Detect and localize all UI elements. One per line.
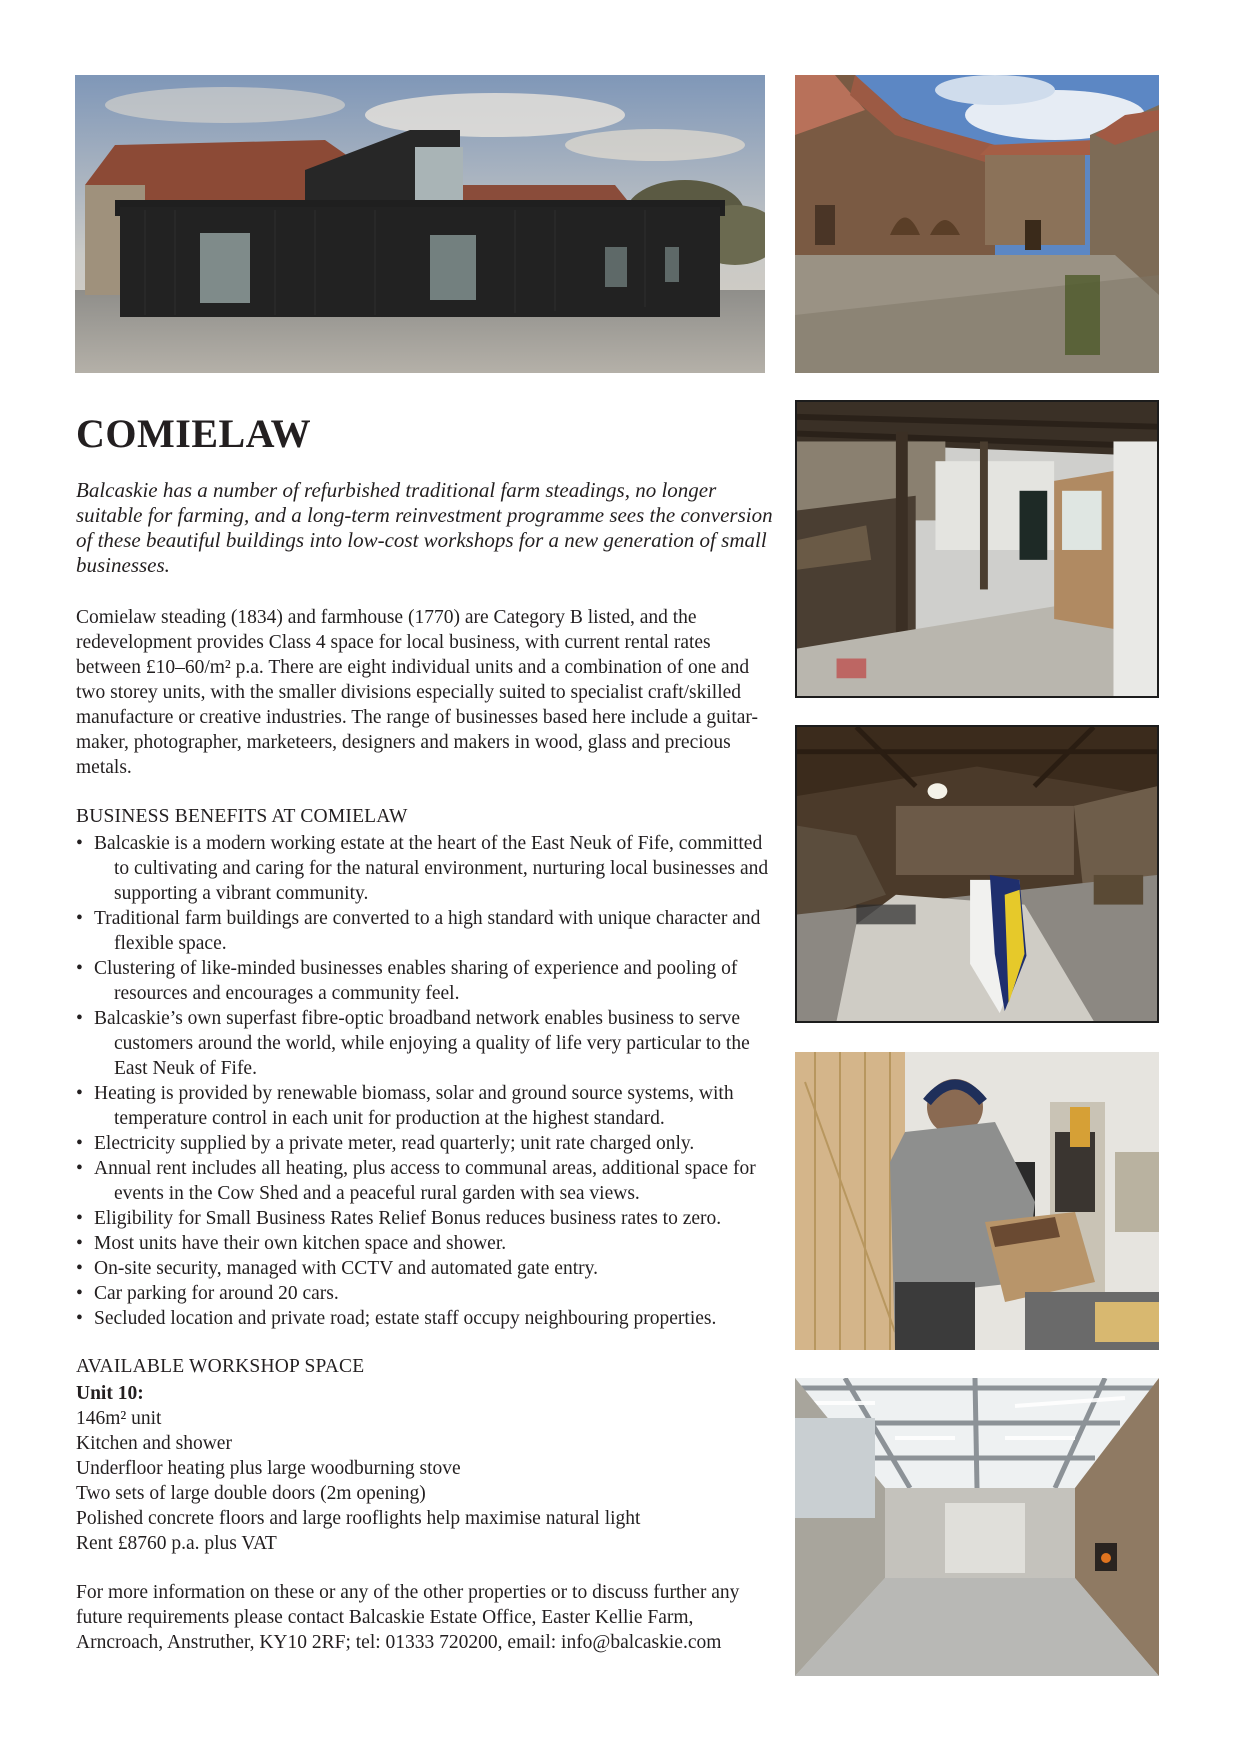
benefit-text: Balcaskie is a modern working estate at the heart of the East Neuk of Fife, committed to cultivating and caring for the natural environment, nurturing local businesses and supporting a vibrant community. (94, 833, 769, 904)
intro-paragraph: Balcaskie has a number of refurbished traditional farm steadings, no longer suitable for farming, and a long-term reinvestment programme sees the conversion of these beautiful buildings into low-cost workshops for a new generation of small businesses. (76, 478, 773, 577)
bullet-icon: • (76, 1258, 83, 1279)
contact-paragraph: For more information on these or any of the other properties or to discuss further any future requirements please contact Balcaskie Estate Office, Easter Kellie Farm, Arncroach, Anstruther, KY10 2RF; tel: 01333 720200, email: info@balcaskie.com (76, 1582, 740, 1653)
list-item (76, 831, 776, 906)
bullet-icon: • (76, 1133, 83, 1154)
interior-doorway-photo (795, 400, 1159, 698)
bullet-icon: • (76, 1208, 83, 1229)
bandsaw-craftsman-photo (795, 1052, 1159, 1350)
benefit-text: Secluded location and private road; estate staff occupy neighbouring properties. (94, 1308, 717, 1329)
list-item (76, 1256, 776, 1281)
list-item (76, 1231, 776, 1256)
list-item (76, 1206, 776, 1231)
benefit-text: Annual rent includes all heating, plus access to communal areas, additional space for events in the Cow Shed and a peaceful rural garden with sea views. (94, 1158, 756, 1204)
empty-unit-photo (795, 1378, 1159, 1676)
unit-title: Unit 10: (76, 1383, 144, 1404)
unit-detail-line: Kitchen and shower (76, 1433, 232, 1454)
benefit-text: Traditional farm buildings are converted to a high standard with unique character and flexible space. (94, 908, 761, 954)
description-paragraph: Comielaw steading (1834) and farmhouse (1770) are Category B listed, and the redevelopment provides Class 4 space for local business, with current rental rates between £10–60/m² p.a. There are eight individual units and a combination of one and two storey units, with the smaller divisions especially suited to specialist craft/skilled manufacture or creative industries. The range of businesses based here include a guitar-maker, photographer, marketeers, designers and makers in wood, glass and precious metals. (76, 607, 759, 778)
benefit-text: Most units have their own kitchen space and shower. (94, 1233, 507, 1254)
bullet-icon: • (76, 1283, 83, 1304)
bullet-icon: • (76, 1233, 83, 1254)
boat-workshop-photo (795, 725, 1159, 1023)
hero-building-photo (75, 75, 765, 373)
bullet-icon: • (76, 1008, 83, 1029)
courtyard-photo (795, 75, 1159, 373)
list-item (76, 1081, 776, 1131)
page-title: COMIELAW (76, 411, 312, 456)
benefit-text: Electricity supplied by a private meter, read quarterly; unit rate charged only. (94, 1133, 695, 1154)
unit-detail-line: 146m² unit (76, 1408, 162, 1429)
list-item (76, 956, 776, 1006)
list-item (76, 1006, 776, 1081)
unit-detail-line: Rent £8760 p.a. plus VAT (76, 1533, 277, 1554)
unit-detail-line: Two sets of large double doors (2m opening) (76, 1483, 426, 1504)
benefit-text: Car parking for around 20 cars. (94, 1283, 339, 1304)
unit-detail-line: Underfloor heating plus large woodburning stove (76, 1458, 461, 1479)
benefits-list (76, 831, 776, 1331)
bullet-icon: • (76, 908, 83, 929)
list-item (76, 1131, 776, 1156)
list-item (76, 906, 776, 956)
workshop-space-heading: AVAILABLE WORKSHOP SPACE (76, 1356, 365, 1377)
bullet-icon: • (76, 1308, 83, 1329)
benefits-heading: BUSINESS BENEFITS AT COMIELAW (76, 806, 408, 827)
bullet-icon: • (76, 958, 83, 979)
benefit-text: Heating is provided by renewable biomass, solar and ground source systems, with temperature control in each unit for production at the highest standard. (94, 1083, 734, 1129)
benefit-text: Balcaskie’s own superfast fibre-optic broadband network enables business to serve customers around the world, while enjoying a quality of life very particular to the East Neuk of Fife. (94, 1008, 750, 1079)
benefit-text: Clustering of like-minded businesses enables sharing of experience and pooling of resources and encourages a community feel. (94, 958, 738, 1004)
unit-detail-line: Polished concrete floors and large rooflights help maximise natural light (76, 1508, 641, 1529)
unit-details (76, 1381, 766, 1556)
list-item (76, 1281, 776, 1306)
list-item (76, 1306, 776, 1331)
benefit-text: On-site security, managed with CCTV and automated gate entry. (94, 1258, 598, 1279)
bullet-icon: • (76, 833, 83, 854)
benefit-text: Eligibility for Small Business Rates Relief Bonus reduces business rates to zero. (94, 1208, 722, 1229)
list-item (76, 1156, 776, 1206)
bullet-icon: • (76, 1083, 83, 1104)
bullet-icon: • (76, 1158, 83, 1179)
